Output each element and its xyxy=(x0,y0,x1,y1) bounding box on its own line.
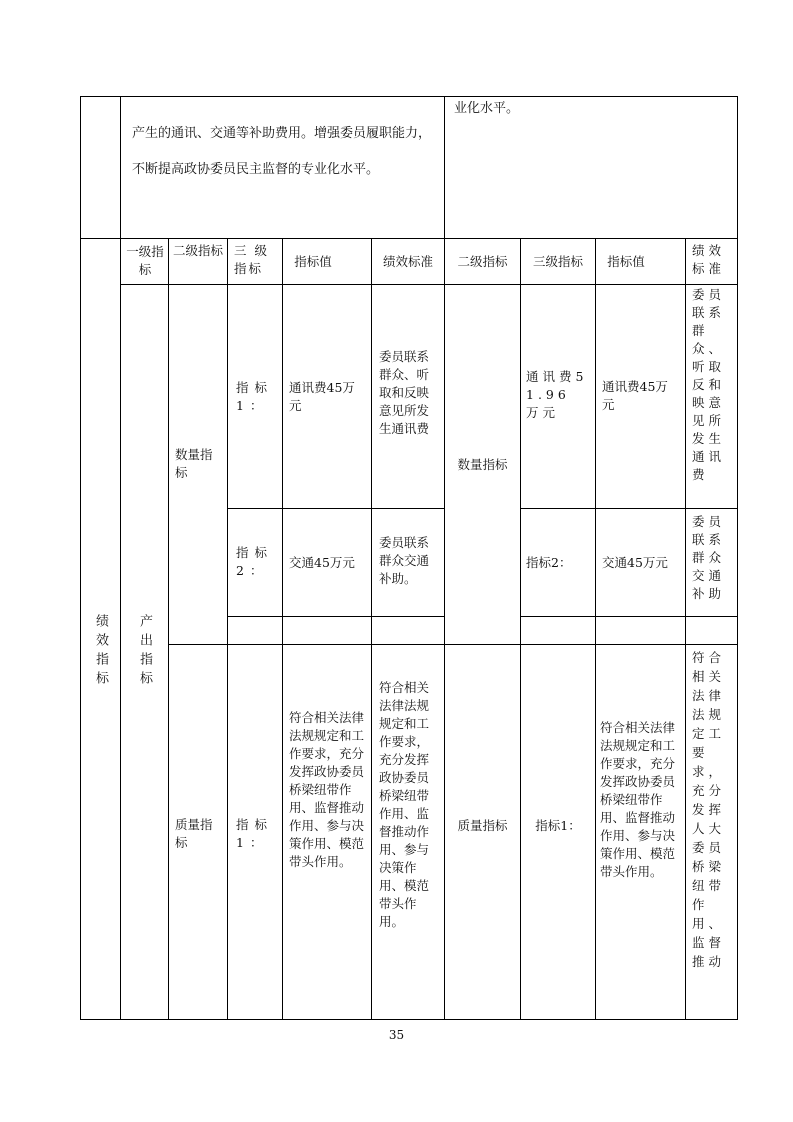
top-left-line-1: 产生的通讯、交通等补助费用。增强委员履职能力， xyxy=(132,126,432,141)
side-label-performance xyxy=(80,284,120,1019)
quantity-row2-right-standard: 委员联系群众交通补助 xyxy=(692,514,726,601)
header-level3-left: 三 级指标 xyxy=(234,243,269,276)
quality-left-value: 符合相关法律法规规定和工作要求，充分发挥政协委员桥梁纽带作用、监督推动作用、参与决策作用、模范带头作用。 xyxy=(289,710,365,869)
quality-right-level2: 质量指标 xyxy=(457,818,508,833)
header-standard-right: 绩效标准 xyxy=(692,243,726,276)
header-level2-left: 二级指标 xyxy=(173,243,224,258)
quantity-row2-right-level3: 指标2： xyxy=(526,555,572,570)
quality-right-level3: 指标1： xyxy=(535,818,581,833)
header-level3-right: 三级指标 xyxy=(532,253,583,269)
level1-output-text: 产出指标 xyxy=(137,614,152,690)
quantity-row2-left-value: 交通45万元 xyxy=(289,555,355,570)
quantity-left-level2: 数量指标 xyxy=(175,447,213,480)
quantity-row2-left-standard: 委员联系群众交通补助。 xyxy=(379,535,430,586)
quality-left-level3: 指标1： xyxy=(236,817,274,850)
side-label-text: 绩效指标 xyxy=(93,613,108,690)
quantity-row2-left-level3: 指标2： xyxy=(236,545,274,578)
quality-left-standard: 符合相关法律法规规定和工作要求，充分发挥政协委员桥梁纽带作用、监督推动作用、参与决策作用、模范带头作用。 xyxy=(379,680,430,929)
top-left-text xyxy=(132,116,438,188)
quantity-row2-right-value: 交通45万元 xyxy=(602,555,668,570)
quality-right-standard: 符合相关法律法规定工要求，充分发挥人大委员桥梁纽带作用、监督推动 xyxy=(692,650,726,969)
header-standard-left: 绩效标准 xyxy=(382,253,433,269)
top-left-line-2: 不断提高政协委员民主监督的专业化水平。 xyxy=(132,162,380,177)
page-number: 35 xyxy=(388,1028,405,1042)
quality-right-value: 符合相关法律法规规定和工作要求，充分发挥政协委员桥梁纽带作用、监督推动作用、参与决策作用、模范带头作用。 xyxy=(600,720,676,879)
quantity-row1-left-level3: 指标1： xyxy=(236,380,274,413)
top-right-text: 业化水平。 xyxy=(454,101,520,116)
header-value-right: 指标值 xyxy=(607,253,645,269)
header-level1: 一级指标 xyxy=(126,244,164,277)
quantity-row1-left-standard: 委员联系群众、听取和反映意见所发生通讯费 xyxy=(379,349,430,436)
quantity-right-level2: 数量指标 xyxy=(457,456,508,472)
header-level2-right: 二级指标 xyxy=(457,253,508,269)
header-value-left: 指标值 xyxy=(294,253,332,269)
quantity-row1-right-standard: 委员联系群众、听取反和映意见所发生通讯费 xyxy=(692,287,726,482)
quantity-row1-right-level3: 通讯费51.96 万元 xyxy=(526,369,588,420)
level1-output-label xyxy=(120,285,168,1019)
performance-table xyxy=(80,96,738,1020)
quantity-row1-right-value: 通讯费45万元 xyxy=(602,379,668,412)
quality-left-level2: 质量指标 xyxy=(175,817,213,850)
quantity-row1-left-value: 通讯费45万元 xyxy=(289,380,355,413)
